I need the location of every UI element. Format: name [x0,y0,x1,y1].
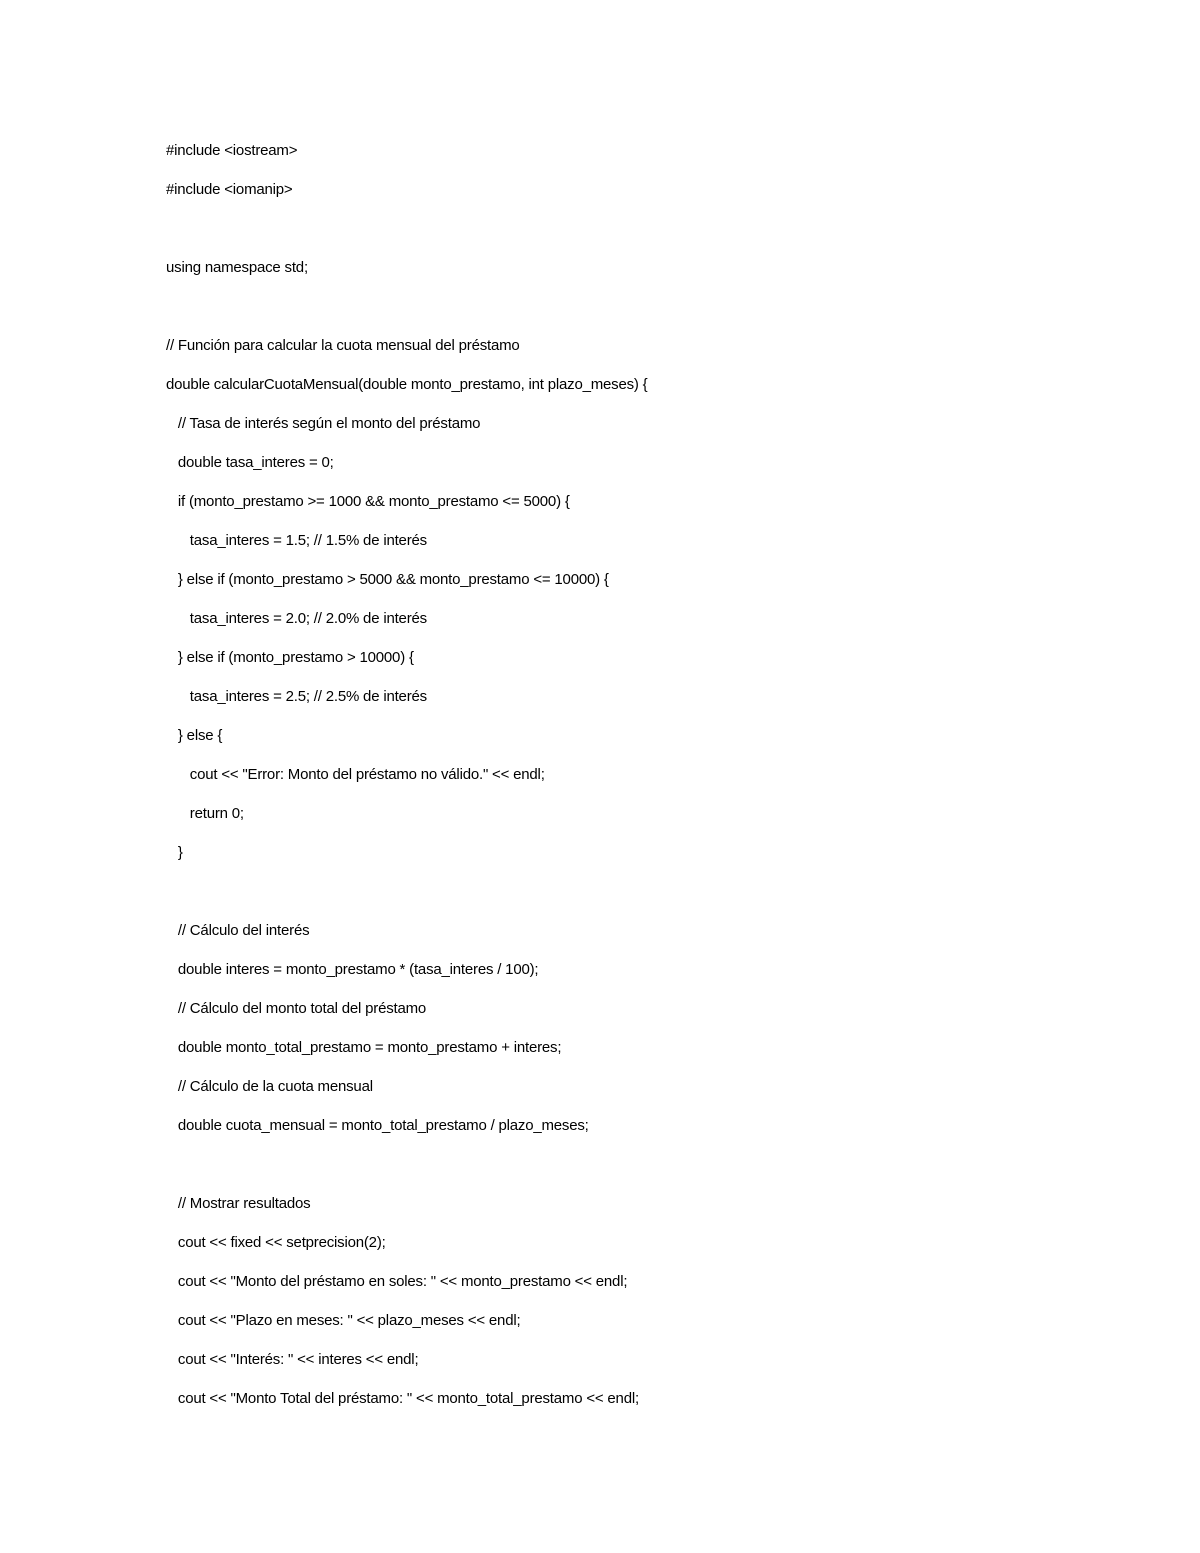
code-comment: // Función para calcular la cuota mensual del préstamo [166,337,520,354]
code-comment: // Cálculo del interés [166,922,310,939]
code-line: double interes = monto_prestamo * (tasa_interes / 100); [166,961,539,978]
code-line: cout << "Interés: " << interes << endl; [166,1351,419,1368]
code-line: if (monto_prestamo >= 1000 && monto_prestamo <= 5000) { [166,493,570,510]
code-line: } else { [166,727,223,744]
code-line: cout << "Monto del préstamo en soles: " << monto_prestamo << endl; [166,1273,628,1290]
code-line: } else if (monto_prestamo > 5000 && monto_prestamo <= 10000) { [166,571,609,588]
code-comment: // Cálculo del monto total del préstamo [166,1000,427,1017]
code-line: #include <iostream> [166,142,298,159]
code-line: double calcularCuotaMensual(double monto_prestamo, int plazo_meses) { [166,376,648,393]
code-line: cout << "Error: Monto del préstamo no válido." << endl; [166,766,545,783]
code-line: } else if (monto_prestamo > 10000) { [166,649,414,666]
code-comment: // Mostrar resultados [166,1195,311,1212]
code-comment: // Tasa de interés según el monto del préstamo [166,415,481,432]
code-comment: // Cálculo de la cuota mensual [166,1078,373,1095]
code-line: tasa_interes = 2.0; // 2.0% de interés [166,610,427,627]
code-line: double cuota_mensual = monto_total_prestamo / plazo_meses; [166,1117,589,1134]
code-line: tasa_interes = 2.5; // 2.5% de interés [166,688,427,705]
code-line: cout << fixed << setprecision(2); [166,1234,386,1251]
code-line: #include <iomanip> [166,181,293,198]
code-line: tasa_interes = 1.5; // 1.5% de interés [166,532,427,549]
code-line: using namespace std; [166,259,308,276]
code-line: cout << "Monto Total del préstamo: " << monto_total_prestamo << endl; [166,1390,639,1407]
code-line: double monto_total_prestamo = monto_prestamo + interes; [166,1039,562,1056]
code-line: return 0; [166,805,244,822]
code-line: double tasa_interes = 0; [166,454,334,471]
code-line: } [166,844,183,861]
code-line: cout << "Plazo en meses: " << plazo_meses << endl; [166,1312,521,1329]
